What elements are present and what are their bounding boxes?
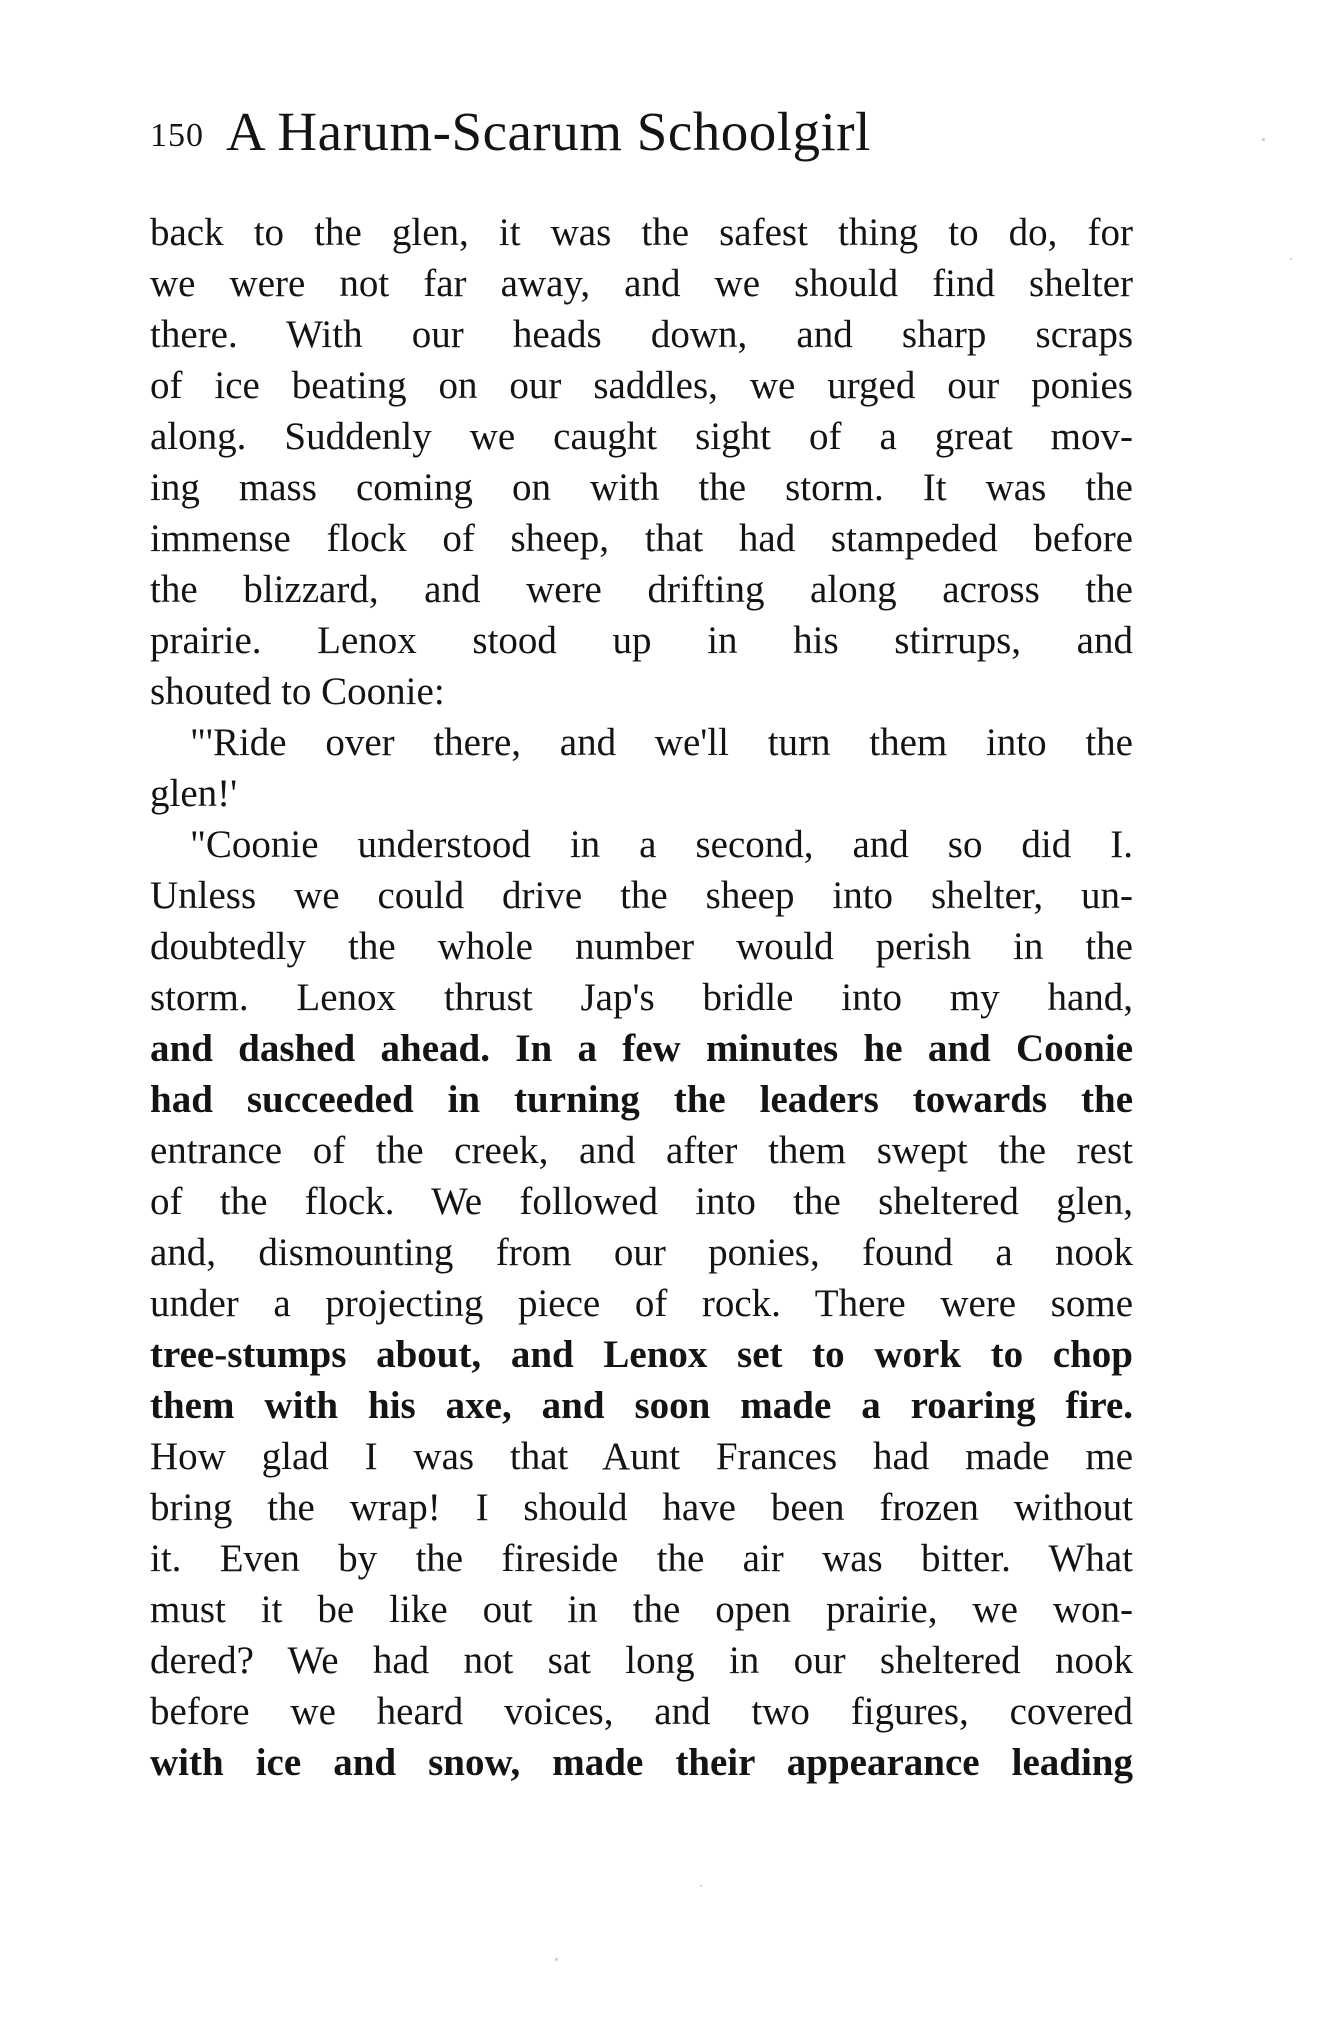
text-line: of the flock. We followed into the sheltered glen, <box>150 1180 1133 1223</box>
text-line: there. With our heads down, and sharp scraps <box>150 313 1133 356</box>
text-line: before we heard voices, and two figures, covered <box>150 1690 1133 1733</box>
text-line: glen!' <box>150 772 238 815</box>
text-line: doubtedly the whole number would perish in the <box>150 925 1133 968</box>
paper-speck <box>1262 138 1265 141</box>
text-line: shouted to Coonie: <box>150 670 445 713</box>
page-number: 150 <box>150 117 204 154</box>
body-text <box>150 207 1133 1788</box>
paper-speck <box>1290 258 1292 260</box>
text-line: tree-stumps about, and Lenox set to work to chop <box>150 1333 1133 1376</box>
text-line: we were not far away, and we should find shelter <box>150 262 1133 305</box>
text-line: the blizzard, and were drifting along across the <box>150 568 1133 611</box>
text-line: it. Even by the fireside the air was bitter. What <box>150 1537 1133 1580</box>
book-title: A Harum-Scarum Schoolgirl <box>226 101 871 162</box>
text-line: along. Suddenly we caught sight of a great mov- <box>150 415 1133 458</box>
text-line: ing mass coming on with the storm. It was the <box>150 466 1133 509</box>
text-line: under a projecting piece of rock. There were some <box>150 1282 1133 1325</box>
text-line: back to the glen, it was the safest thing to do, for <box>150 211 1133 254</box>
text-line: Unless we could drive the sheep into shelter, un- <box>150 874 1133 917</box>
text-line: How glad I was that Aunt Frances had made me <box>150 1435 1133 1478</box>
text-line: entrance of the creek, and after them swept the rest <box>150 1129 1133 1172</box>
paper-speck <box>555 1958 558 1961</box>
text-line: must it be like out in the open prairie, we won- <box>150 1588 1133 1631</box>
text-line: dered? We had not sat long in our sheltered nook <box>150 1639 1133 1682</box>
text-line: "Coonie understood in a second, and so did I. <box>190 823 1133 866</box>
text-line: and dashed ahead. In a few minutes he and Coonie <box>150 1027 1133 1070</box>
text-line: with ice and snow, made their appearance leading <box>150 1741 1133 1784</box>
text-line: prairie. Lenox stood up in his stirrups, and <box>150 619 1133 662</box>
text-line: them with his axe, and soon made a roaring fire. <box>150 1384 1133 1427</box>
running-head <box>150 101 1150 162</box>
text-line: and, dismounting from our ponies, found a nook <box>150 1231 1133 1274</box>
text-line: storm. Lenox thrust Jap's bridle into my hand, <box>150 976 1133 1019</box>
text-line: "'Ride over there, and we'll turn them into the <box>190 721 1133 764</box>
paper-speck <box>700 1885 702 1887</box>
text-line: bring the wrap! I should have been frozen without <box>150 1486 1133 1529</box>
text-line: immense flock of sheep, that had stampeded before <box>150 517 1133 560</box>
text-line: had succeeded in turning the leaders towards the <box>150 1078 1133 1121</box>
text-line: of ice beating on our saddles, we urged our ponies <box>150 364 1133 407</box>
